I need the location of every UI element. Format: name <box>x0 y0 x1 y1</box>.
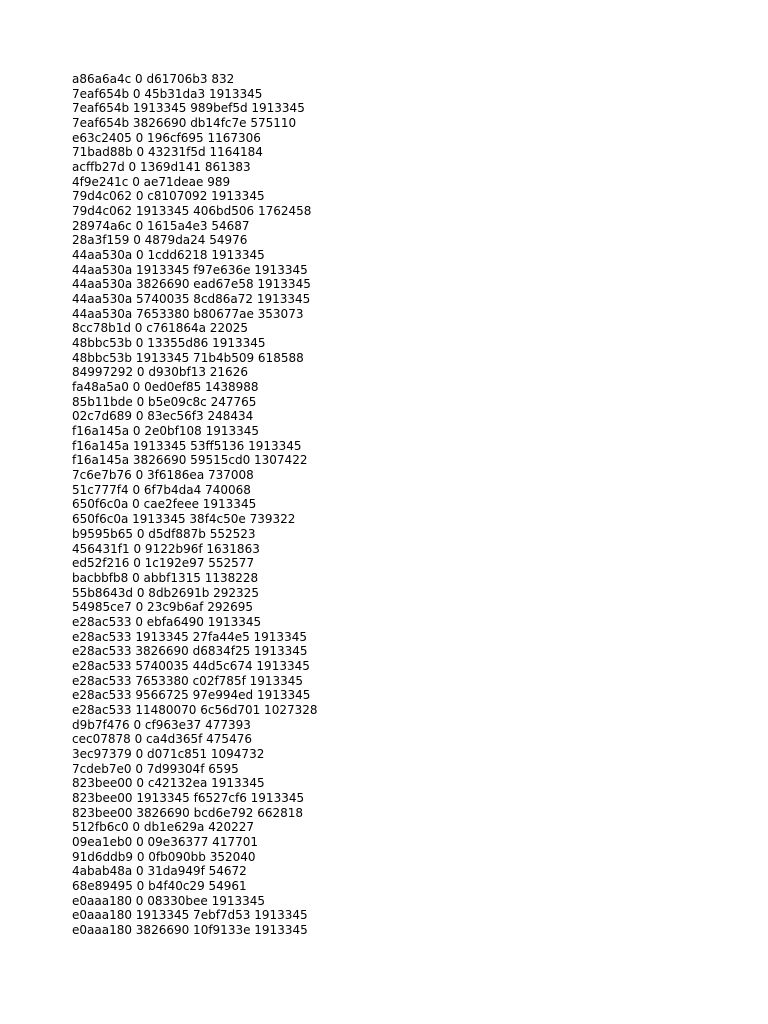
text-line: 823bee00 0 c42132ea 1913345 <box>72 776 265 791</box>
text-line: 7eaf654b 1913345 989bef5d 1913345 <box>72 101 305 116</box>
text-line: e28ac533 9566725 97e994ed 1913345 <box>72 688 311 703</box>
document-page <box>72 72 712 938</box>
text-line: e0aaa180 0 08330bee 1913345 <box>72 893 266 908</box>
text-line: 4f9e241c 0 ae71deae 989 <box>72 174 231 189</box>
text-line: 456431f1 0 9122b96f 1631863 <box>72 541 260 556</box>
text-line: e28ac533 3826690 d6834f25 1913345 <box>72 644 308 659</box>
text-line: 44aa530a 0 1cdd6218 1913345 <box>72 248 265 263</box>
text-line: 7c6e7b76 0 3f6186ea 737008 <box>72 468 254 483</box>
text-line: b9595b65 0 d5df887b 552523 <box>72 526 256 541</box>
text-line: f16a145a 0 2e0bf108 1913345 <box>72 424 260 439</box>
text-line: 44aa530a 3826690 ead67e58 1913345 <box>72 277 311 292</box>
text-line: 71bad88b 0 43231f5d 1164184 <box>72 145 263 160</box>
text-line: 650f6c0a 1913345 38f4c50e 739322 <box>72 512 296 527</box>
text-line: d9b7f476 0 cf963e37 477393 <box>72 717 251 732</box>
text-line: 512fb6c0 0 db1e629a 420227 <box>72 820 255 835</box>
text-line: 09ea1eb0 0 09e36377 417701 <box>72 834 258 849</box>
text-line: e63c2405 0 196cf695 1167306 <box>72 130 261 145</box>
text-line: a86a6a4c 0 d61706b3 832 <box>72 72 235 86</box>
text-line: 79d4c062 1913345 406bd506 1762458 <box>72 204 312 219</box>
text-line: 44aa530a 1913345 f97e636e 1913345 <box>72 262 308 277</box>
text-line: acffb27d 0 1369d141 861383 <box>72 160 251 175</box>
text-line: f16a145a 3826690 59515cd0 1307422 <box>72 453 308 468</box>
text-line: ed52f216 0 1c192e97 552577 <box>72 556 255 571</box>
text-line: 54985ce7 0 23c9b6af 292695 <box>72 600 254 615</box>
text-line: 84997292 0 d930bf13 21626 <box>72 365 248 380</box>
text-line: 79d4c062 0 c8107092 1913345 <box>72 189 265 204</box>
text-line: 51c777f4 0 6f7b4da4 740068 <box>72 482 251 497</box>
text-line: 44aa530a 7653380 b80677ae 353073 <box>72 306 304 321</box>
text-line: e0aaa180 1913345 7ebf7d53 1913345 <box>72 908 308 923</box>
text-line: e28ac533 5740035 44d5c674 1913345 <box>72 658 310 673</box>
text-line: fa48a5a0 0 0ed0ef85 1438988 <box>72 380 259 395</box>
text-line: 02c7d689 0 83ec56f3 248434 <box>72 409 254 424</box>
text-line: 91d6ddb9 0 0fb090bb 352040 <box>72 849 256 864</box>
text-line: cec07878 0 ca4d365f 475476 <box>72 732 252 747</box>
text-line: 823bee00 3826690 bcd6e792 662818 <box>72 805 304 820</box>
text-line: 3ec97379 0 d071c851 1094732 <box>72 746 265 761</box>
text-line: 650f6c0a 0 cae2feee 1913345 <box>72 497 257 512</box>
text-line: e28ac533 1913345 27fa44e5 1913345 <box>72 629 307 644</box>
text-line: 4abab48a 0 31da949f 54672 <box>72 864 247 879</box>
text-line: 68e89495 0 b4f40c29 54961 <box>72 878 247 893</box>
text-line: f16a145a 1913345 53ff5136 1913345 <box>72 438 302 453</box>
text-line: e0aaa180 3826690 10f9133e 1913345 <box>72 922 308 937</box>
text-line: e28ac533 7653380 c02f785f 1913345 <box>72 673 304 688</box>
text-line: bacbbfb8 0 abbf1315 1138228 <box>72 570 259 585</box>
text-line: 48bbc53b 1913345 71b4b509 618588 <box>72 350 304 365</box>
text-line: 823bee00 1913345 f6527cf6 1913345 <box>72 790 305 805</box>
text-line: 44aa530a 5740035 8cd86a72 1913345 <box>72 292 311 307</box>
text-line: 48bbc53b 0 13355d86 1913345 <box>72 336 266 351</box>
text-line: 28974a6c 0 1615a4e3 54687 <box>72 218 250 233</box>
text-line: 7cdeb7e0 0 7d99304f 6595 <box>72 761 239 776</box>
text-line: e28ac533 11480070 6c56d701 1027328 <box>72 702 318 717</box>
text-line: 55b8643d 0 8db2691b 292325 <box>72 585 259 600</box>
text-line: 28a3f159 0 4879da24 54976 <box>72 233 248 248</box>
text-line: 8cc78b1d 0 c761864a 22025 <box>72 321 248 336</box>
text-line: 7eaf654b 0 45b31da3 1913345 <box>72 86 263 101</box>
text-line: e28ac533 0 ebfa6490 1913345 <box>72 614 262 629</box>
text-line: 7eaf654b 3826690 db14fc7e 575110 <box>72 116 297 131</box>
text-line: 85b11bde 0 b5e09c8c 247765 <box>72 394 257 409</box>
